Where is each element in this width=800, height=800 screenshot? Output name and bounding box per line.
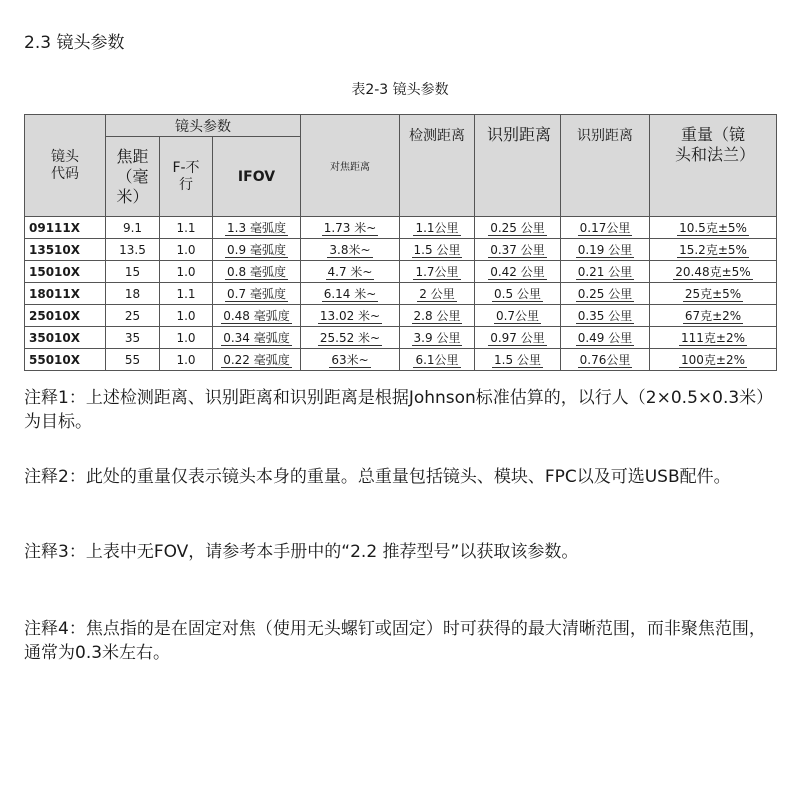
cell-weight-text: 10.5克±5%	[679, 221, 747, 235]
cell-ifov	[213, 305, 301, 327]
cell-f-number: 1.0	[160, 239, 213, 261]
cell-focal-length: 18	[106, 283, 160, 305]
cell-ifov-text: 0.48 毫弧度	[223, 309, 290, 323]
table-row	[25, 327, 777, 349]
cell-focus-distance	[301, 305, 400, 327]
cell-focus-distance-text: 4.7 米~	[327, 265, 373, 279]
cell-weight	[650, 349, 777, 371]
cell-focal-length: 35	[106, 327, 160, 349]
cell-detection-range-text: 3.9 公里	[413, 331, 461, 345]
header-ifov: IFOV	[213, 137, 301, 217]
cell-recognition-range-text: 1.5 公里	[494, 353, 541, 367]
cell-weight-text: 25克±5%	[684, 287, 742, 301]
cell-lens-code: 18011X	[25, 283, 106, 305]
cell-detection-range	[400, 261, 475, 283]
section-title: 2.3 镜头参数	[24, 33, 125, 53]
header-lens-code: 镜头代码	[25, 115, 106, 217]
cell-lens-code: 15010X	[25, 261, 106, 283]
cell-identification-range-text: 0.25 公里	[577, 287, 633, 301]
table-row	[25, 283, 777, 305]
cell-lens-code: 13510X	[25, 239, 106, 261]
note-4: 注释4：焦点指的是在固定对焦（使用无头螺钉或固定）时可获得的最大清晰范围，而非聚焦范围，通常为0.3米左右。	[24, 619, 766, 663]
cell-detection-range	[400, 327, 475, 349]
cell-weight	[650, 283, 777, 305]
cell-identification-range	[561, 305, 650, 327]
cell-detection-range-text: 2 公里	[419, 287, 455, 301]
cell-weight-text: 111克±2%	[681, 331, 745, 345]
header-weight: 重量（镜头和法兰）	[650, 115, 777, 217]
cell-focus-distance-text: 13.02 米~	[319, 309, 381, 323]
header-focus-distance: 对焦距离	[301, 115, 400, 217]
cell-identification-range	[561, 239, 650, 261]
cell-detection-range	[400, 239, 475, 261]
cell-ifov	[213, 239, 301, 261]
cell-recognition-range-text: 0.25 公里	[490, 221, 545, 235]
cell-focal-length: 13.5	[106, 239, 160, 261]
table-row	[25, 305, 777, 327]
cell-ifov	[213, 327, 301, 349]
cell-lens-code: 55010X	[25, 349, 106, 371]
cell-focal-length: 55	[106, 349, 160, 371]
cell-identification-range-text: 0.49 公里	[577, 331, 633, 345]
cell-ifov	[213, 283, 301, 305]
cell-focus-distance-text: 25.52 米~	[319, 331, 381, 345]
cell-weight-text: 15.2克±5%	[679, 243, 747, 257]
cell-weight	[650, 305, 777, 327]
cell-f-number: 1.0	[160, 349, 213, 371]
cell-identification-range-text: 0.17公里	[579, 221, 631, 235]
cell-recognition-range	[475, 327, 561, 349]
cell-lens-code: 09111X	[25, 217, 106, 239]
cell-focal-length: 25	[106, 305, 160, 327]
header-recognition-range: 识别距离	[475, 115, 561, 217]
cell-identification-range	[561, 327, 650, 349]
cell-identification-range	[561, 283, 650, 305]
cell-detection-range-text: 1.7公里	[415, 265, 459, 279]
cell-f-number: 1.0	[160, 305, 213, 327]
cell-f-number: 1.1	[160, 283, 213, 305]
cell-focus-distance	[301, 261, 400, 283]
table-row	[25, 217, 777, 239]
cell-weight	[650, 239, 777, 261]
cell-ifov-text: 0.9 毫弧度	[227, 243, 286, 257]
cell-focus-distance-text: 1.73 米~	[323, 221, 377, 235]
cell-weight	[650, 261, 777, 283]
cell-ifov	[213, 261, 301, 283]
table-row	[25, 261, 777, 283]
cell-recognition-range	[475, 217, 561, 239]
cell-recognition-range-text: 0.37 公里	[490, 243, 545, 257]
cell-recognition-range-text: 0.7公里	[495, 309, 540, 323]
cell-focus-distance	[301, 217, 400, 239]
cell-weight-text: 20.48克±5%	[675, 265, 751, 279]
cell-recognition-range-text: 0.42 公里	[490, 265, 545, 279]
cell-ifov-text: 1.3 毫弧度	[227, 221, 286, 235]
cell-ifov	[213, 349, 301, 371]
cell-detection-range-text: 1.5 公里	[413, 243, 461, 257]
cell-focal-length: 15	[106, 261, 160, 283]
cell-recognition-range	[475, 261, 561, 283]
cell-ifov-text: 0.22 毫弧度	[223, 353, 290, 367]
cell-weight	[650, 217, 777, 239]
header-identification-range: 识别距离	[561, 115, 650, 217]
cell-f-number: 1.0	[160, 261, 213, 283]
cell-focal-length: 9.1	[106, 217, 160, 239]
cell-focus-distance-text: 63米~	[331, 353, 369, 367]
header-focal-length: 焦距（毫米）	[106, 137, 160, 217]
table-row	[25, 349, 777, 371]
cell-lens-code: 25010X	[25, 305, 106, 327]
cell-recognition-range-text: 0.97 公里	[490, 331, 545, 345]
cell-detection-range-text: 1.1公里	[415, 221, 459, 235]
cell-recognition-range	[475, 239, 561, 261]
cell-identification-range-text: 0.76公里	[579, 353, 631, 367]
header-f-number: F-不行	[160, 137, 213, 217]
cell-weight	[650, 327, 777, 349]
cell-identification-range	[561, 217, 650, 239]
cell-detection-range	[400, 305, 475, 327]
cell-ifov-text: 0.7 毫弧度	[227, 287, 286, 301]
cell-f-number: 1.0	[160, 327, 213, 349]
cell-identification-range	[561, 261, 650, 283]
cell-focus-distance-text: 6.14 米~	[323, 287, 377, 301]
cell-focus-distance	[301, 239, 400, 261]
cell-identification-range-text: 0.19 公里	[577, 243, 633, 257]
cell-identification-range-text: 0.21 公里	[577, 265, 633, 279]
cell-detection-range	[400, 283, 475, 305]
cell-focus-distance	[301, 283, 400, 305]
table-caption: 表2-3 镜头参数	[351, 82, 449, 98]
cell-identification-range	[561, 349, 650, 371]
cell-recognition-range	[475, 283, 561, 305]
note-3: 注释3：上表中无FOV，请参考本手册中的“2.2 推荐型号”以获取该参数。	[24, 542, 579, 562]
cell-focus-distance	[301, 327, 400, 349]
cell-detection-range	[400, 349, 475, 371]
note-2: 注释2：此处的重量仅表示镜头本身的重量。总重量包括镜头、模块、FPC以及可选USB配件。	[24, 467, 731, 487]
cell-identification-range-text: 0.35 公里	[577, 309, 633, 323]
cell-ifov-text: 0.34 毫弧度	[223, 331, 290, 345]
cell-detection-range-text: 2.8 公里	[413, 309, 461, 323]
cell-ifov	[213, 217, 301, 239]
cell-detection-range	[400, 217, 475, 239]
cell-ifov-text: 0.8 毫弧度	[227, 265, 286, 279]
cell-f-number: 1.1	[160, 217, 213, 239]
cell-focus-distance-text: 3.8米~	[329, 243, 371, 257]
cell-lens-code: 35010X	[25, 327, 106, 349]
cell-recognition-range	[475, 305, 561, 327]
cell-weight-text: 100克±2%	[681, 353, 745, 367]
table-row	[25, 239, 777, 261]
cell-focus-distance	[301, 349, 400, 371]
cell-recognition-range-text: 0.5 公里	[494, 287, 541, 301]
note-1: 注释1：上述检测距离、识别距离和识别距离是根据Johnson标准估算的，以行人（2×0.5×0.3米）为目标。	[24, 388, 774, 432]
lens-parameters-table	[24, 114, 777, 371]
cell-detection-range-text: 6.1公里	[415, 353, 459, 367]
header-lens-params: 镜头参数	[106, 115, 301, 137]
cell-weight-text: 67克±2%	[684, 309, 742, 323]
cell-recognition-range	[475, 349, 561, 371]
header-detection-range: 检测距离	[400, 115, 475, 217]
